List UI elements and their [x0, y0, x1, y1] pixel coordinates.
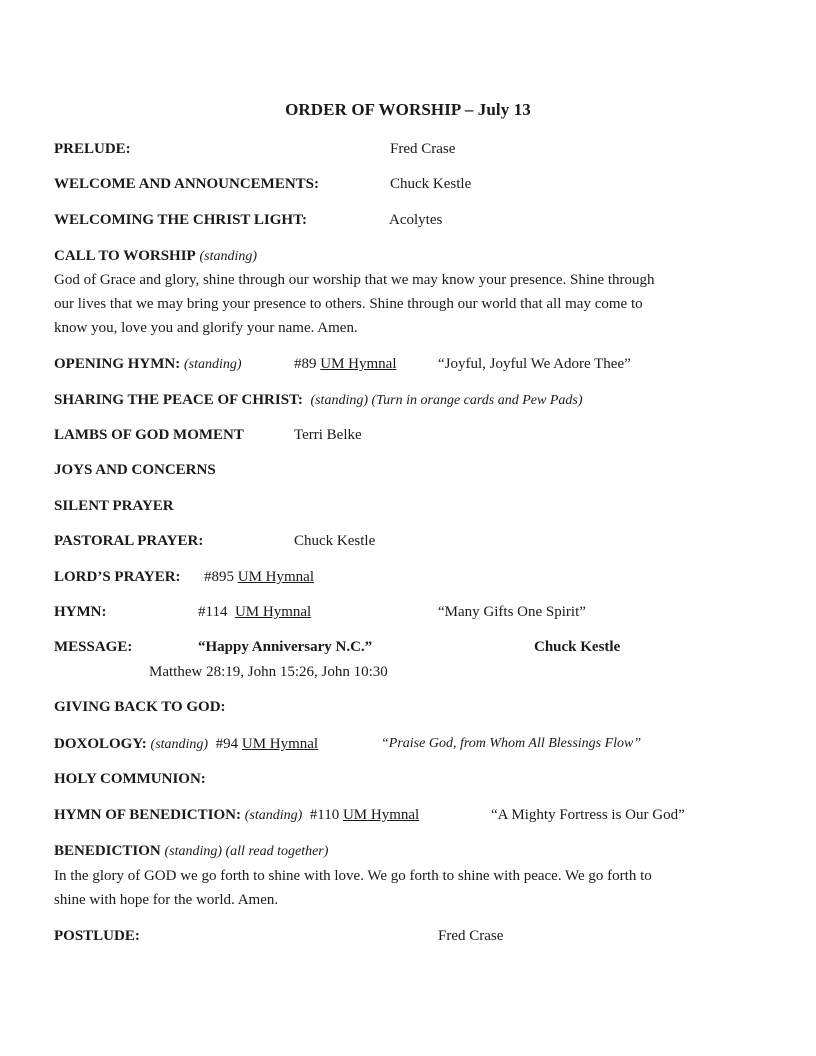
call-to-worship-line: know you, love you and glorify your name. Amen. [54, 320, 358, 336]
communion-label: HOLY COMMUNION: [54, 771, 206, 787]
page-title: ORDER OF WORSHIP – July 13 [285, 100, 531, 119]
call-to-worship-line: our lives that we may bring your presence to others. Shine through our world that all may come to [54, 296, 643, 312]
hymn-hymnal: UM Hymnal [234, 604, 312, 620]
doxology-number: #94 [215, 736, 239, 752]
benediction-hymn-heading [54, 805, 419, 826]
benediction-line: In the glory of GOD we go forth to shine with love. We go forth to shine with peace. We go forth to [54, 868, 652, 884]
benediction-hymn-hymnal: UM Hymnal [342, 807, 420, 823]
hymn-label: HYMN: [54, 604, 107, 620]
call-to-worship-line: God of Grace and glory, shine through our worship that we may know your presence. Shine through [54, 272, 655, 288]
joys-label: JOYS AND CONCERNS [54, 462, 216, 478]
benediction-hymn-note: (standing) [244, 808, 303, 823]
benediction-label: BENEDICTION [54, 843, 161, 859]
opening-hymn-note: (standing) [184, 357, 242, 372]
christ-light-person: Acolytes [389, 212, 443, 228]
hymn-song: “Many Gifts One Spirit” [438, 604, 586, 620]
opening-hymn-hymnal: UM Hymnal [320, 356, 397, 372]
call-to-worship-heading [54, 246, 257, 267]
lords-prayer-ref [204, 567, 314, 587]
christ-light-label: WELCOMING THE CHRIST LIGHT: [54, 212, 307, 228]
opening-hymn-number: #89 [294, 356, 317, 372]
opening-hymn-label: OPENING HYMN: [54, 356, 181, 372]
message-label: MESSAGE: [54, 639, 133, 655]
call-to-worship-note: (standing) [199, 249, 258, 264]
giving-label: GIVING BACK TO GOD: [54, 699, 226, 715]
prelude-label: PRELUDE: [54, 141, 131, 157]
message-scripture: Matthew 28:19, John 15:26, John 10:30 [149, 664, 388, 680]
welcome-label: WELCOME AND ANNOUNCEMENTS: [54, 176, 320, 192]
doxology-heading [54, 734, 318, 755]
call-to-worship-text [54, 268, 754, 340]
doxology-song: “Praise God, from Whom All Blessings Flow” [381, 736, 642, 751]
benediction-hymn-label: HYMN OF BENEDICTION: [54, 807, 241, 823]
benediction-heading [54, 841, 328, 862]
lords-prayer-hymnal: UM Hymnal [237, 569, 314, 585]
postlude-label: POSTLUDE: [54, 928, 140, 944]
peace-heading [54, 390, 583, 411]
opening-hymn-ref [294, 354, 397, 374]
postlude-person: Fred Crase [438, 928, 504, 944]
benediction-hymn-number: #110 [309, 807, 340, 823]
doxology-label: DOXOLOGY: [54, 736, 147, 752]
lords-prayer-number: #895 [204, 569, 234, 585]
pastoral-prayer-person: Chuck Kestle [294, 533, 376, 549]
benediction-note: (standing) (all read together) [164, 844, 329, 859]
opening-hymn-heading [54, 354, 242, 375]
pastoral-prayer-label: PASTORAL PRAYER: [54, 533, 204, 549]
benediction-text [54, 864, 754, 912]
silent-prayer-label: SILENT PRAYER [54, 498, 174, 514]
benediction-hymn-song: “A Mighty Fortress is Our God” [491, 807, 685, 823]
opening-hymn-song: “Joyful, Joyful We Adore Thee” [438, 356, 631, 372]
lambs-label: LAMBS OF GOD MOMENT [54, 427, 244, 443]
doxology-hymnal: UM Hymnal [241, 736, 319, 752]
lambs-person: Terri Belke [294, 427, 362, 443]
call-to-worship-label: CALL TO WORSHIP [54, 248, 196, 264]
message-person: Chuck Kestle [534, 639, 621, 655]
message-title: “Happy Anniversary N.C.” [198, 639, 373, 655]
welcome-person: Chuck Kestle [390, 176, 472, 192]
lords-prayer-label: LORD’S PRAYER: [54, 569, 181, 585]
benediction-line: shine with hope for the world. Amen. [54, 892, 279, 908]
prelude-person: Fred Crase [390, 141, 456, 157]
hymn-number: #114 [198, 604, 228, 620]
hymn-ref [198, 602, 311, 622]
doxology-note: (standing) [150, 737, 209, 752]
peace-label: SHARING THE PEACE OF CHRIST: [54, 392, 303, 408]
peace-note: (standing) (Turn in orange cards and Pew Pads) [310, 393, 583, 408]
